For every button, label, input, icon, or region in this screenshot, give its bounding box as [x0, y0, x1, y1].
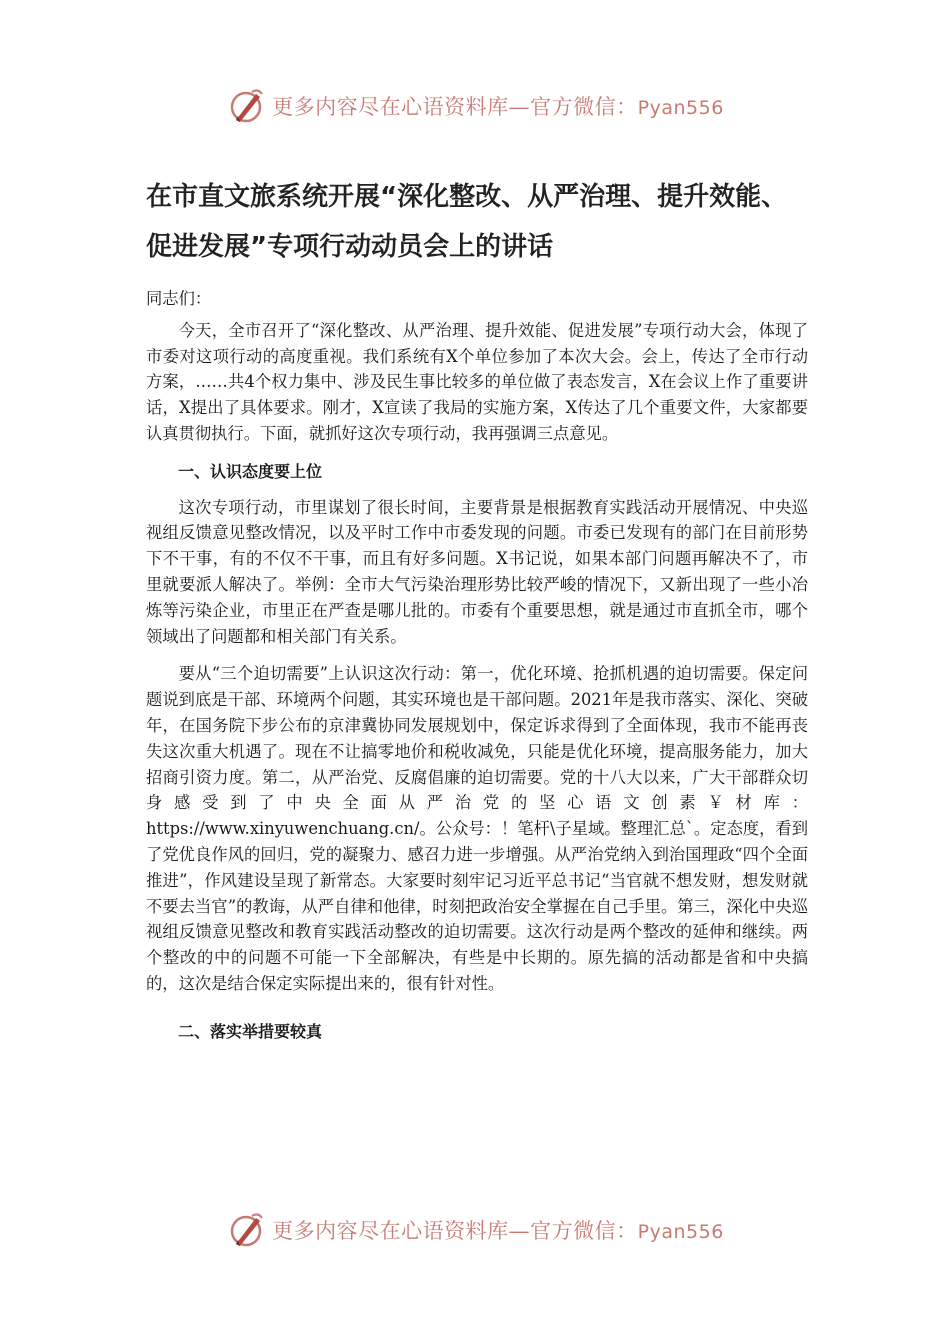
pen-logo-icon	[226, 86, 266, 126]
watermark-text-cn: 更多内容尽在心语资料库—官方微信：	[272, 95, 638, 119]
watermark-banner-bottom	[0, 1206, 950, 1254]
paragraph-3: 要从“三个迫切需要”上认识这次行动：第一，优化环境、抢抓机遇的迫切需要。保定问题说到底是干部、环境两个问题，其实环境也是干部问题。2021年是我市落实、深化、突破年，在国务院下步公布的京津冀协同发展规划中，保定诉求得到了全面体现，我市不能再丧失这次重大机遇了。现在不让搞零地价和税收减免，只能是优化环境，提高服务能力，加大招商引资力度。第二，从严治党、反腐倡廉的迫切需要。党的十八大以来，广大干部群众切身感受到了中央全面从严治党的坚心语文创素￥材库：https://www.xinyuwenchuang.cn/。公众号：！笔杆\子星域。整理汇总`。定态度，看到了党优良作风的回归，党的凝聚力、感召力进一步增强。从严治党纳入到治国理政“四个全面推进”，作风建设呈现了新常态。大家要时刻牢记习近平总书记“当官就不想发财，想发财就不要去当官”的教诲，从严自律和他律，时刻把政治安全掌握在自己手里。第三，深化中央巡视组反馈意见整改和教育实践活动整改的迫切需要。这次行动是两个整改的延伸和继续。两个整改的中的问题不可能一下全部解决，有些是中长期的。原先搞的活动都是省和中央搞的，这次是结合保定实际提出来的，很有针对性。	[146, 664, 808, 993]
paragraph-1: 今天，全市召开了“深化整改、从严治理、提升效能、促进发展”专项行动大会，体现了市委对这项行动的高度重视。我们系统有X个单位参加了本次大会。会上，传达了全市行动方案，……共4个权力集中、涉及民生事比较多的单位做了表态发言，X在会议上作了重要讲话，X提出了具体要求。刚才，X宣读了我局的实施方案，X传达了几个重要文件，大家都要认真贯彻执行。下面，就抓好这次专项行动，我再强调三点意见。	[146, 320, 808, 443]
section-heading-1: 一、认识态度要上位	[178, 461, 323, 481]
paragraph-2: 这次专项行动，市里谋划了很长时间，主要背景是根据教育实践活动开展情况、中央巡视组反馈意见整改情况，以及平时工作中市委发现的问题。市委已发现有的部门在目前形势下不干事，有的不仅不干事，而且有好多问题。X书记说，如果本部门问题再解决不了，市里就要派人解决了。举例：全市大气污染治理形势比较严峻的情况下，又新出现了一些小冶炼等污染企业，市里正在严查是哪儿批的。市委有个重要思想，就是通过市直抓全市，哪个领域出了问题都和相关部门有关系。	[146, 497, 808, 646]
greeting: 同志们：	[146, 289, 212, 308]
watermark-text-cn: 更多内容尽在心语资料库—官方微信：	[272, 1219, 638, 1243]
document-title: 在市直文旅系统开展“深化整改、从严治理、提升效能、促进发展”专项行动动员会上的讲话	[146, 182, 788, 262]
watermark-banner-top	[0, 82, 950, 130]
watermark-text-en: Pyan556	[637, 1221, 724, 1243]
section-heading-2: 二、落实举措要较真	[178, 1021, 323, 1041]
watermark-text	[272, 91, 724, 121]
watermark-text-en: Pyan556	[637, 97, 724, 119]
pen-logo-icon	[226, 1210, 266, 1250]
watermark-text	[272, 1215, 724, 1245]
document-body	[146, 172, 808, 1055]
